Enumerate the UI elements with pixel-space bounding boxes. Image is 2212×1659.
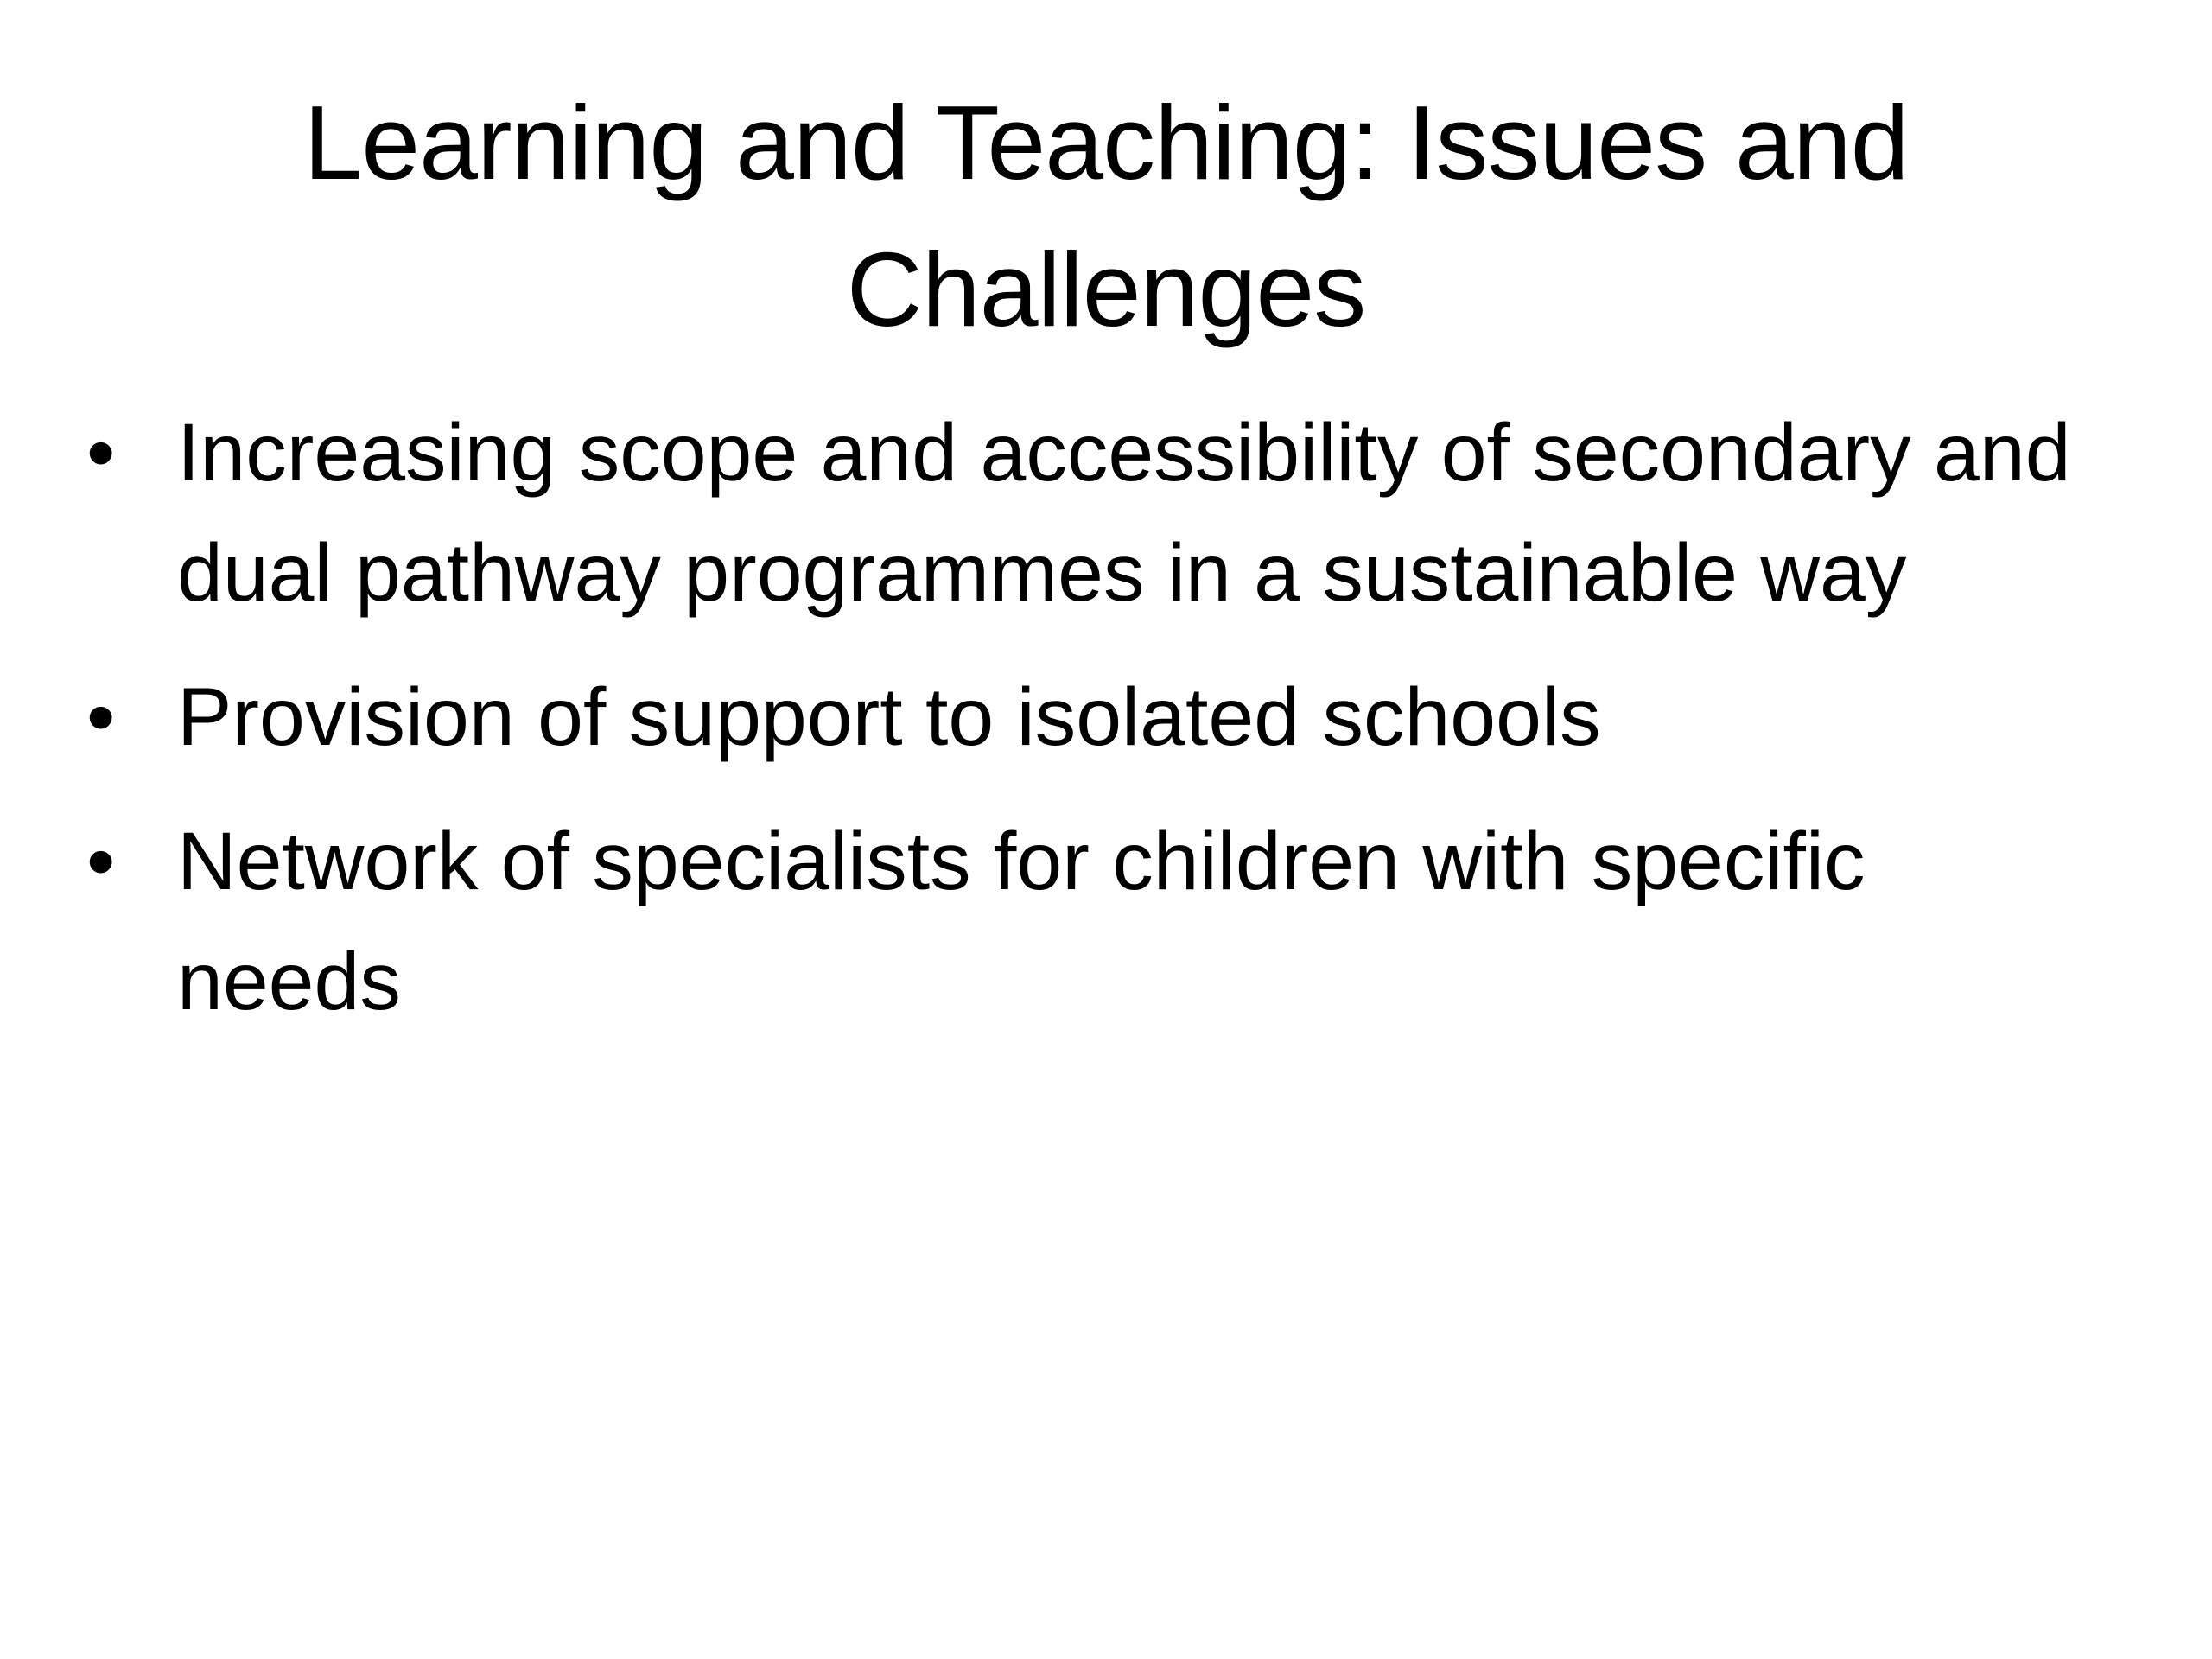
bullet-text-specialists-network: Network of specialists for children with specific needs — [177, 816, 1866, 1027]
slide-title: Learning and Teaching: Issues and Challenges — [303, 84, 1909, 348]
list-item — [86, 658, 2108, 778]
bullet-list — [86, 393, 2108, 1066]
bullet-icon: • — [86, 671, 116, 763]
bullet-text-scope-accessibility: Increasing scope and accessibility of secondary and dual pathway programmes in a sustainable way — [177, 407, 2071, 619]
list-item — [86, 802, 2108, 1042]
bullet-icon: • — [86, 816, 116, 907]
bullet-text-isolated-schools: Provision of support to isolated schools — [177, 671, 1601, 763]
list-item — [86, 393, 2108, 633]
bullet-icon: • — [86, 407, 116, 499]
